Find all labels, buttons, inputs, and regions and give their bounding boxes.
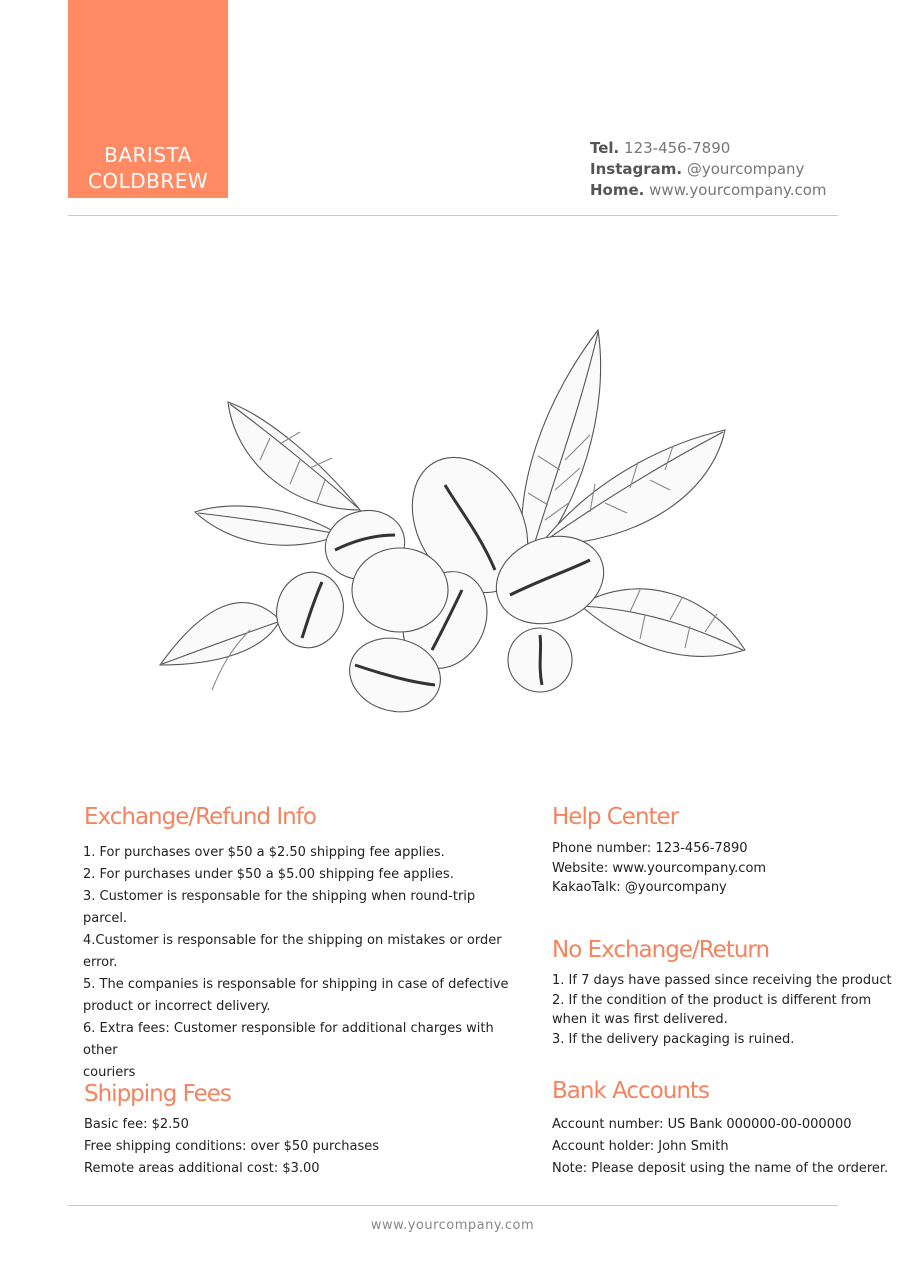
shipping-free-conditions: Free shipping conditions: over $50 purchases	[84, 1139, 379, 1154]
exchange-title: Exchange/Refund Info	[84, 804, 316, 830]
bank-note: Note: Please deposit using the name of the orderer.	[552, 1161, 889, 1176]
leaf-upper-left	[228, 402, 360, 510]
bean-far-left	[268, 565, 351, 655]
no-exchange-title: No Exchange/Return	[552, 937, 770, 963]
bank-body	[552, 1114, 897, 1180]
home-label: Home.	[590, 181, 645, 199]
header-divider	[68, 215, 838, 216]
brand-line-1: BARISTA	[104, 143, 192, 167]
exchange-line-5: 5. The companies is responsable for shipping in case of defective	[83, 977, 509, 992]
bank-account-number: Account number: US Bank 000000-00-000000	[552, 1117, 852, 1132]
coffee-beans-illustration	[150, 320, 760, 730]
exchange-line-1: 1. For purchases over $50 a $2.50 shipping fee applies.	[83, 845, 445, 860]
bank-title: Bank Accounts	[552, 1078, 709, 1104]
contact-instagram	[590, 159, 827, 180]
tel-label: Tel.	[590, 139, 620, 157]
bean-center-plain	[352, 548, 448, 632]
exchange-body	[83, 842, 523, 1084]
contact-tel	[590, 138, 827, 159]
brand-name	[68, 142, 228, 194]
shipping-title: Shipping Fees	[84, 1081, 231, 1107]
brand-box	[68, 0, 228, 198]
exchange-line-7: 6. Extra fees: Customer responsible for additional charges with other	[83, 1021, 494, 1058]
bean-small-right	[508, 628, 572, 692]
no-exchange-line-2: 2. If the condition of the product is different from	[552, 992, 872, 1008]
contact-block	[590, 138, 827, 201]
exchange-line-3: 3. Customer is responsable for the shipping when round-trip parcel.	[83, 889, 476, 926]
footer-divider	[68, 1205, 838, 1206]
shipping-basic-fee: Basic fee: $2.50	[84, 1117, 189, 1132]
exchange-line-2: 2. For purchases under $50 a $5.00 shipping fee applies.	[83, 867, 454, 882]
home-value[interactable]: www.yourcompany.com	[649, 181, 827, 199]
footer-website[interactable]: www.yourcompany.com	[370, 1218, 535, 1233]
tel-value[interactable]: 123-456-7890	[624, 139, 731, 157]
instagram-label: Instagram.	[590, 160, 683, 178]
help-kakaotalk: KakaoTalk: @yourcompany	[552, 880, 727, 895]
no-exchange-body	[552, 971, 897, 1049]
brand-line-2: COLDBREW	[87, 169, 209, 193]
exchange-line-4: 4.Customer is responsable for the shipping on mistakes or order error.	[83, 933, 502, 970]
contact-home	[590, 180, 827, 201]
leaf-lower-right	[580, 589, 745, 657]
instagram-value[interactable]: @yourcompany	[686, 160, 805, 178]
leaf-lower-left	[160, 603, 280, 690]
exchange-line-8: couriers	[83, 1065, 136, 1080]
exchange-line-6: product or incorrect delivery.	[83, 999, 271, 1014]
no-exchange-line-1: 1. If 7 days have passed since receiving the product	[552, 973, 892, 988]
no-exchange-line-3: when it was first delivered.	[552, 1012, 728, 1027]
bank-account-holder: Account holder: John Smith	[552, 1139, 729, 1154]
no-exchange-line-4: 3. If the delivery packaging is ruined.	[552, 1031, 795, 1047]
shipping-remote-areas: Remote areas additional cost: $3.00	[84, 1161, 320, 1176]
leaf-left	[195, 506, 340, 545]
help-title: Help Center	[552, 804, 679, 830]
help-phone: Phone number: 123-456-7890	[552, 841, 748, 856]
help-body	[552, 839, 892, 898]
help-website: Website: www.yourcompany.com	[552, 860, 767, 876]
shipping-body	[84, 1114, 504, 1180]
